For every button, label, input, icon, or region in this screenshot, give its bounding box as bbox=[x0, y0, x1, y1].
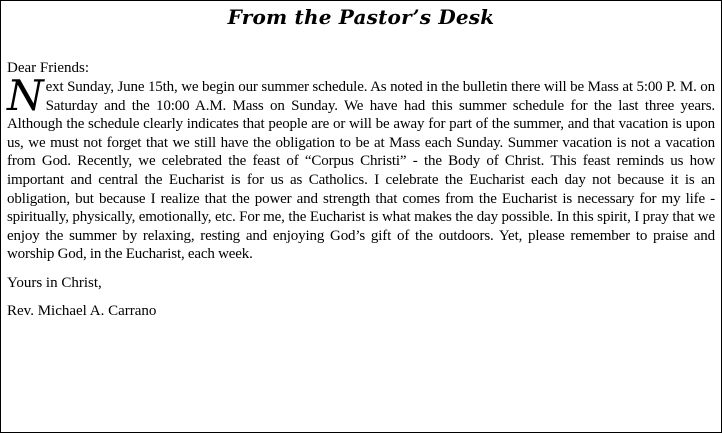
drop-cap: N bbox=[7, 71, 44, 120]
closing: Yours in Christ, bbox=[7, 274, 102, 291]
signature: Rev. Michael A. Carrano bbox=[7, 302, 157, 319]
letter-title: From the Pastor’s Desk bbox=[227, 5, 495, 29]
salutation: Dear Friends: bbox=[7, 60, 90, 76]
letter-body-text: ext Sunday, June 15th, we begin our summer schedule. As noted in the bulletin there will be Mass at 5:00 P. M. on Saturday and the 10:00 A.M. Mass on Sunday. We have had this summer schedule for the last three years. Although the schedule clearly indicates that people are or will be away for part of the summer, and that vacation is upon us, we must not forget that we still have the obligation to be at Mass each Sunday. Summer vacation is not a vacation from God. Recently, we celebrated the feast of “Corpus Christi” - the Body of Christ. This feast reminds us how important and central the Eucharist is for us as Catholics. I celebrate the Eucharist each day not because it is an obligation, but because I realize that the power and strength that comes from the Eucharist is necessary for my life - spiritually, physically, emotionally, etc. For me, the Eucharist is what makes the day possible. In this spirit, I pray that we enjoy the summer by relaxing, resting and enjoying God’s gift of the outdoors. Yet, please remember to praise and worship God, in the Eucharist, each week. bbox=[7, 79, 715, 263]
letter-body bbox=[7, 71, 715, 264]
